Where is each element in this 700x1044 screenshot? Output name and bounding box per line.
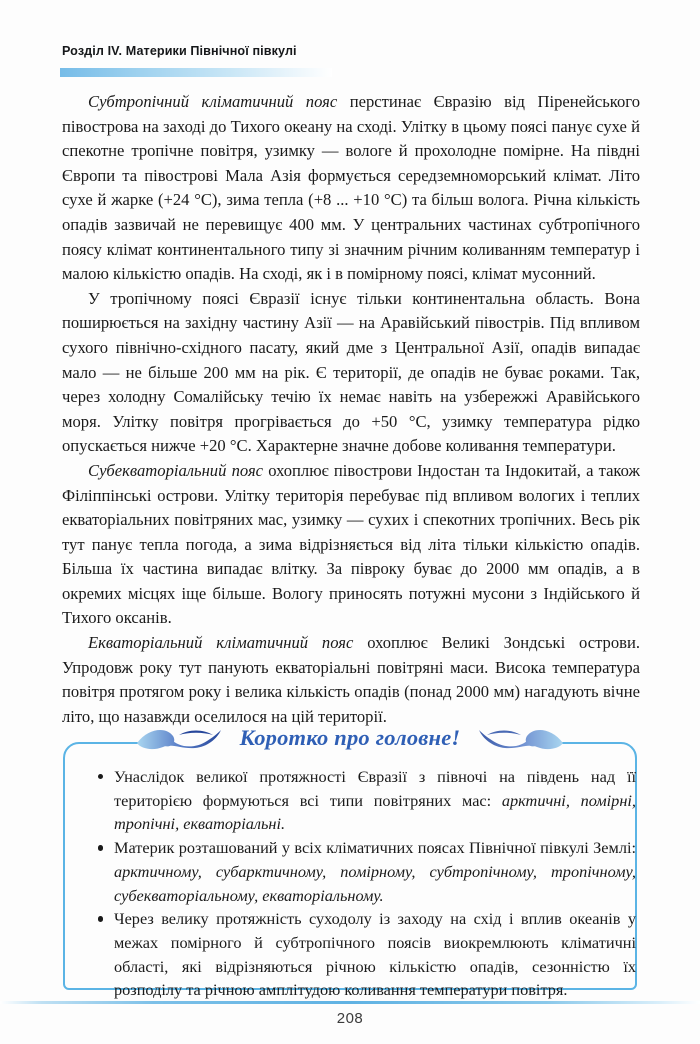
header-accent-rule	[60, 68, 332, 77]
bullet-text-italic: арктичному, субарктичному, помірному, субтропічному, тропічному, субекваторіальному, екваторіальному.	[114, 861, 636, 905]
term-equatorial-belt: Екваторіальний кліматичний пояс	[88, 633, 354, 653]
paragraph-subtropical-belt	[62, 90, 640, 287]
summary-title-row	[0, 722, 700, 758]
paragraph-subequatorial-belt	[62, 459, 640, 631]
page-number: 208	[336, 1010, 364, 1027]
paragraph-tropical-belt	[62, 287, 640, 459]
paragraph-subequatorial-text: охоплює півострови Індостан та Індокитай, а також Філіппінські острови. Улітку територія перебуває під впливом вологих і теплих екваторіальних повітряних мас, узимку — сухих і спекотних тропічних. Весь рік тут панує тепла погода, а зима відрізняється від літа тільки кількістю опадів. Більша їх частина випадає влітку. За півроку буває до 2000 мм опадів, а в окремих місцях іще більше. Вологу приносять потужні мусони з Індійського й Тихого оксанів.	[62, 460, 640, 628]
bullet-text-italic: арктичні, помірні, тропічні, екваторіальні.	[114, 790, 636, 834]
list-item	[96, 836, 636, 907]
list-item	[96, 765, 636, 836]
bullet-text-plain: Через велику протяжність суходолу із заходу на схід і вплив океанів у межах помірного й субтропічного поясів виокремлюють кліматичні області, які відрізняються річною кількістю опадів, сезонністю їх розподілу та річною амплітудою коливання температури повітря.	[114, 909, 636, 1000]
summary-title: Коротко про головне!	[239, 725, 461, 751]
body-text	[62, 90, 640, 729]
ornament-flourish-left-icon	[133, 723, 225, 759]
bullet-dot-icon	[98, 774, 103, 779]
footer-accent-rule	[0, 1001, 700, 1004]
summary-bullet-list	[96, 765, 636, 1002]
running-head: Розділ IV. Материки Північної півкулі	[62, 44, 297, 58]
ornament-flourish-right-icon	[475, 723, 567, 759]
bullet-dot-icon	[98, 845, 103, 850]
bullet-text-plain: Унаслідок великої протяжності Євразії з півночі на південь над її територією формуються всі типи повітряних мас:	[114, 767, 636, 810]
paragraph-equatorial-belt	[62, 631, 640, 729]
paragraph-subtropical-text: перстинає Євразію від Піренейського півострова на заході до Тихого океану на сході. Улітку в цьому поясі панує сухе й спекотне тропічне повітря, узимку — вологе й прохолодне помірне. На півдні Європи та півострові Мала Азія формується середземноморський клімат. Літо сухе й жарке (+24 °С), зима тепла (+8 ... +10 °С) та більш волога. Річна кількість опадів зазвичай не перевищує 400 мм. У центральних частинах субтропічного поясу клімат континентального типу зі значним річним коливанням температур і малою кількістю опадів. На сході, як і в помірному поясі, клімат мусонний.	[62, 92, 640, 284]
paragraph-equatorial-text: охоплює Великі Зондські острови. Упродовж року тут панують екваторіальні повітряні маси. Висока температура повітря протягом року і велика кількість опадів (понад 2000 мм) нагадують вічне літо, що назавжди оселилося на цій території.	[62, 633, 640, 726]
bullet-text-plain: Материк розташований у всіх кліматичних поясах Північної півкулі Землі:	[114, 838, 636, 858]
term-subtropical-belt: Субтропічний кліматичний пояс	[88, 92, 338, 111]
list-item	[96, 907, 636, 1002]
paragraph-tropical-text: У тропічному поясі Євразії існує тільки континентальна область. Вона поширюється на західну частину Азії — на Аравійський півострів. Під впливом сухого північно-східного пасату, який дме з Центральної Азії, опадів випадає мало — не більше 200 мм на рік. Є території, де опадів не буває роками. Так, через холодну Сомалійську течію їх немає навіть на узбережжі Аравійського моря. Улітку повітря прогрівається до +50 °С, узимку температура рідко опускається нижче +20 °С. Характерне значне добове коливання температури.	[62, 288, 640, 456]
bullet-dot-icon	[98, 916, 103, 921]
term-subequatorial-belt: Субекваторіальний пояс	[88, 460, 264, 480]
